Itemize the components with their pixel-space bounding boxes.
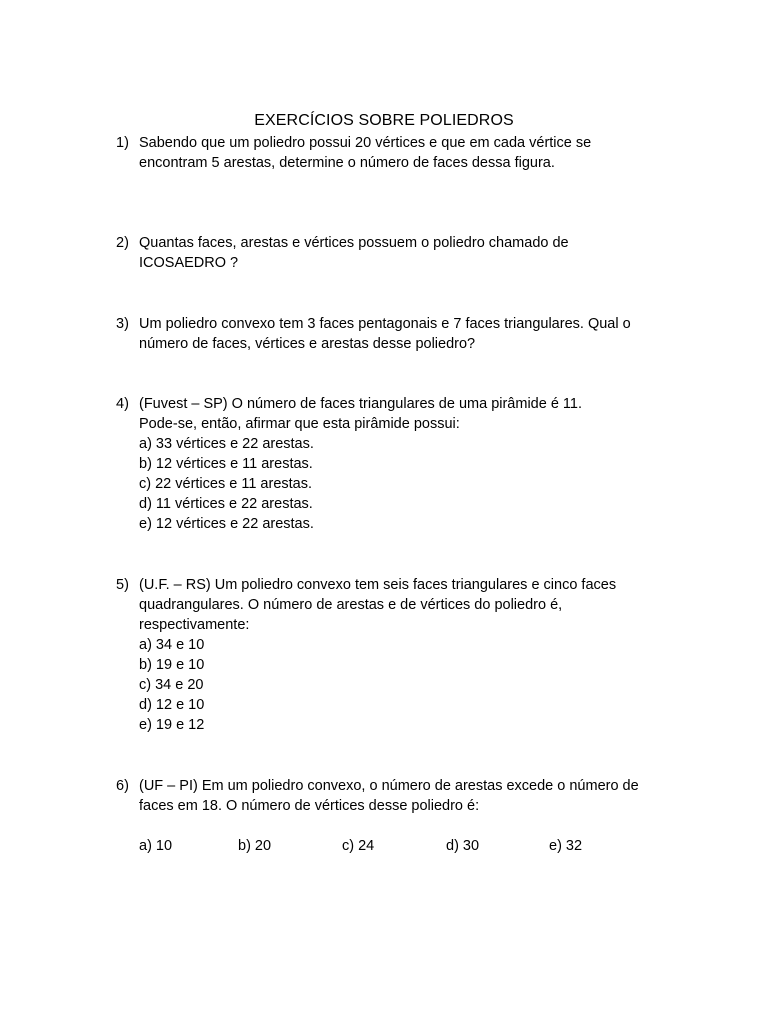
- question-number: 2): [116, 235, 129, 251]
- question-1: [116, 133, 686, 173]
- question-text-line: número de faces, vértices e arestas desse poliedro?: [139, 336, 476, 352]
- question-number: 1): [116, 135, 129, 151]
- answer-option: a) 33 vértices e 22 arestas.: [139, 436, 314, 452]
- answer-option: e) 12 vértices e 22 arestas.: [139, 516, 314, 532]
- question-text-line: encontram 5 arestas, determine o número de faces dessa figura.: [139, 155, 555, 171]
- answer-option: e) 19 e 12: [139, 717, 205, 733]
- question-6: [116, 776, 686, 856]
- question-text-line: Sabendo que um poliedro possui 20 vértices e que em cada vértice se: [139, 135, 592, 151]
- answer-option: b) 20: [238, 838, 272, 854]
- answer-option: c) 34 e 20: [139, 677, 204, 693]
- answer-option: a) 10: [139, 838, 173, 854]
- question-text-line: (U.F. – RS) Um poliedro convexo tem seis faces triangulares e cinco faces: [139, 577, 617, 593]
- answer-option: d) 30: [446, 838, 480, 854]
- answer-option: c) 24: [342, 838, 375, 854]
- question-2: [116, 233, 686, 273]
- answer-option: d) 12 e 10: [139, 697, 205, 713]
- answer-option: d) 11 vértices e 22 arestas.: [139, 496, 313, 512]
- question-text-line: ICOSAEDRO ?: [139, 255, 239, 271]
- answer-option: e) 32: [549, 838, 583, 854]
- answer-options-row: [139, 836, 686, 856]
- question-number: 6): [116, 778, 129, 794]
- question-3: [116, 314, 686, 354]
- answer-option: c) 22 vértices e 11 arestas.: [139, 476, 313, 492]
- question-5: [116, 575, 686, 735]
- question-number: 3): [116, 316, 129, 332]
- question-4: [116, 394, 686, 534]
- question-text-line: (UF – PI) Em um poliedro convexo, o número de arestas excede o número de: [139, 778, 639, 794]
- question-text-line: respectivamente:: [139, 617, 250, 633]
- question-number: 4): [116, 396, 129, 412]
- answer-option: b) 12 vértices e 11 arestas.: [139, 456, 313, 472]
- question-text-line: faces em 18. O número de vértices desse poliedro é:: [139, 798, 480, 814]
- question-text-line: quadrangulares. O número de arestas e de vértices do poliedro é,: [139, 597, 563, 613]
- question-text-line: Pode-se, então, afirmar que esta pirâmide possui:: [139, 416, 460, 432]
- question-text-line: Quantas faces, arestas e vértices possuem o poliedro chamado de: [139, 235, 569, 251]
- page-title: EXERCÍCIOS SOBRE POLIEDROS: [254, 112, 514, 129]
- question-number: 5): [116, 577, 129, 593]
- question-text-line: (Fuvest – SP) O número de faces triangulares de uma pirâmide é 11.: [139, 396, 583, 412]
- question-text-line: Um poliedro convexo tem 3 faces pentagonais e 7 faces triangulares. Qual o: [139, 316, 631, 332]
- answer-option: b) 19 e 10: [139, 657, 205, 673]
- answer-option: a) 34 e 10: [139, 637, 205, 653]
